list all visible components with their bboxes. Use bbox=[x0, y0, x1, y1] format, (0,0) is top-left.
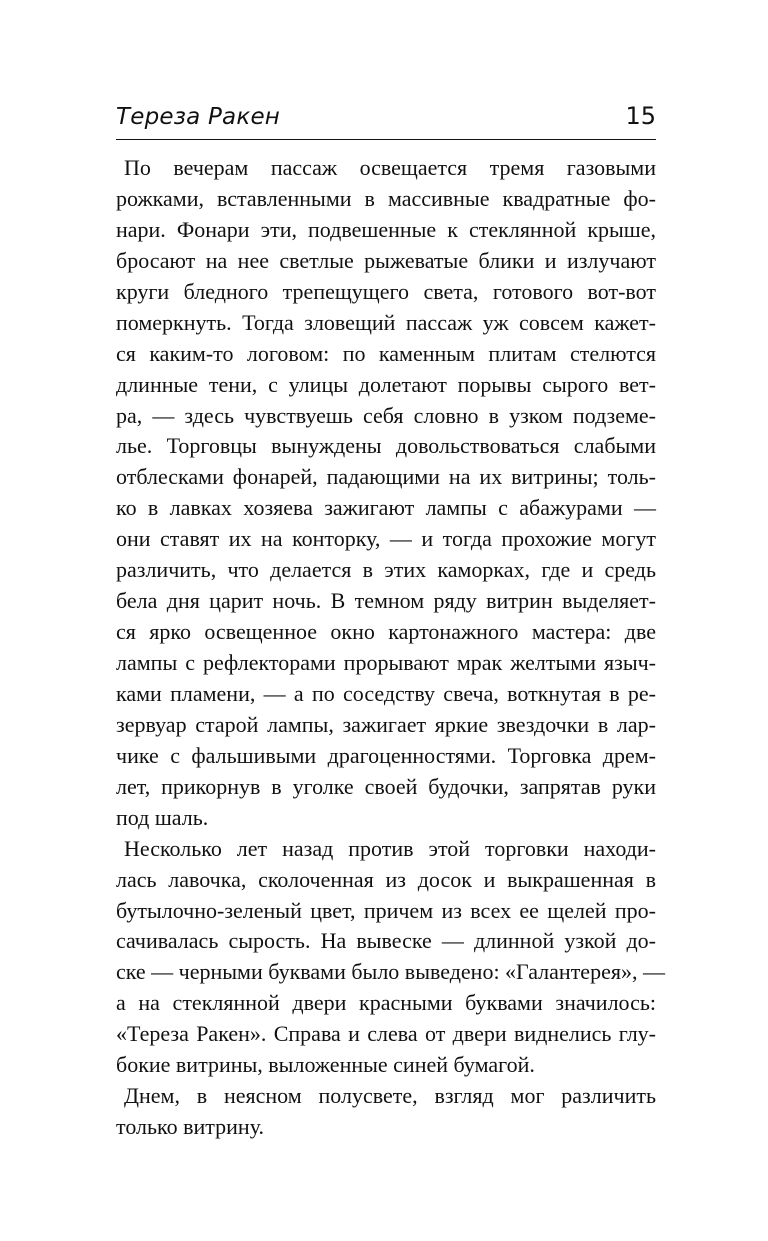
text-line: рожками, вставленными в массивные квадратные фо- bbox=[116, 185, 656, 211]
text-line: ся каким-то логовом: по каменным плитам стелются bbox=[116, 340, 656, 366]
running-head bbox=[116, 100, 656, 140]
text-line: бела дня царит ночь. В темном ряду витрин выделяет- bbox=[116, 588, 656, 614]
text-line: только витрину. bbox=[116, 1114, 265, 1140]
text-line: чике с фальшивыми драгоценностями. Торговка дрем- bbox=[116, 742, 656, 768]
text-line: ске — черными буквами было выведено: «Галантерея», — bbox=[116, 959, 665, 985]
text-line: бросают на нее светлые рыжеватые блики и излучают bbox=[116, 247, 656, 273]
text-line: бокие витрины, выложенные синей бумагой. bbox=[116, 1052, 535, 1078]
text-line: лье. Торговцы вынуждены довольствоваться слабыми bbox=[116, 433, 656, 459]
header-rule bbox=[116, 139, 656, 140]
text-line: лет, прикорнув в уголке своей будочки, запрятав руки bbox=[116, 773, 656, 799]
text-line: ся ярко освещенное окно картонажного мастера: две bbox=[116, 619, 656, 645]
text-line: «Тереза Ракен». Справа и слева от двери виднелись глу- bbox=[116, 1021, 656, 1047]
text-line: лась лавочка, сколоченная из досок и выкрашенная в bbox=[116, 866, 656, 892]
text-line: отблесками фонарей, падающими на их витрины; толь- bbox=[116, 464, 656, 490]
text-line: лампы с рефлекторами прорывают мрак желтыми языч- bbox=[116, 650, 656, 675]
text-line: ками пламени, — а по соседству свеча, воткнутая в ре- bbox=[116, 680, 656, 706]
text-line: Днем, в неясном полусвете, взгляд мог различить bbox=[124, 1083, 656, 1109]
body-text bbox=[116, 153, 665, 1143]
page-number: 15 bbox=[625, 102, 656, 130]
text-line: ра, — здесь чувствуешь себя словно в узком подземе- bbox=[116, 402, 656, 428]
text-line: а на стеклянной двери красными буквами значилось: bbox=[116, 990, 656, 1016]
text-line: под шаль. bbox=[116, 804, 209, 830]
text-line: круги бледного трепещущего света, готового вот-вот bbox=[116, 278, 656, 304]
text-line: Несколько лет назад против этой торговки находи- bbox=[124, 835, 656, 861]
text-line: бутылочно-зеленый цвет, причем из всех ее щелей про- bbox=[116, 897, 656, 923]
text-line: померкнуть. Тогда зловещий пассаж уж совсем кажет- bbox=[116, 309, 656, 335]
running-title: Тереза Ракен bbox=[116, 104, 281, 130]
text-line: они ставят их на конторку, — и тогда прохожие могут bbox=[116, 526, 656, 552]
text-line: сачивалась сырость. На вывеске — длинной узкой до- bbox=[116, 928, 656, 954]
text-line: длинные тени, с улицы долетают порывы сырого вет- bbox=[116, 371, 656, 397]
text-line: различить, что делается в этих каморках, где и средь bbox=[116, 557, 656, 583]
text-line: нари. Фонари эти, подвешенные к стеклянной крыше, bbox=[116, 216, 656, 242]
text-line: ко в лавках хозяева зажигают лампы с абажурами — bbox=[116, 495, 656, 521]
text-line: По вечерам пассаж освещается тремя газовыми bbox=[124, 155, 656, 180]
text-line: зервуар старой лампы, зажигает яркие звездочки в лар- bbox=[116, 711, 656, 737]
